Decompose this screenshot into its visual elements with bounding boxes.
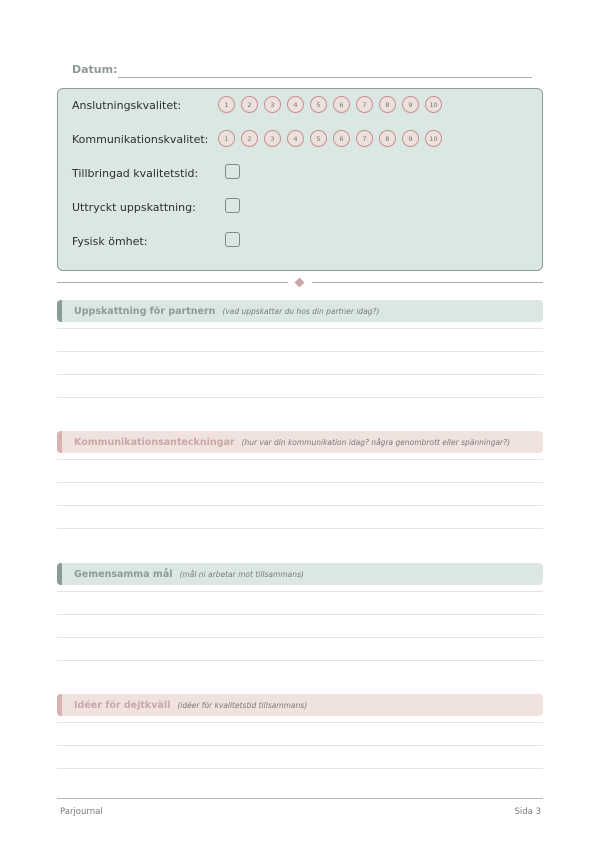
section-title: Gemensamma mål	[74, 568, 173, 580]
section-header-goals	[57, 563, 543, 585]
rating-circle-1[interactable]: 1	[218, 130, 235, 147]
rating-circle-9[interactable]: 9	[402, 96, 419, 113]
writing-line[interactable]	[57, 591, 543, 592]
date-label: Datum:	[72, 63, 118, 76]
diamond-ornament-icon	[295, 278, 305, 288]
section-hint: (idéer för kvalitetstid tillsammans)	[177, 700, 308, 710]
writing-line[interactable]	[57, 768, 543, 769]
date-row	[72, 63, 532, 79]
rating-circle-8[interactable]: 8	[379, 130, 396, 147]
writing-line[interactable]	[57, 637, 543, 638]
writing-line[interactable]	[57, 505, 543, 506]
rating-circle-7[interactable]: 7	[356, 96, 373, 113]
section-header-appreciation	[57, 300, 543, 322]
daily-check-panel	[57, 88, 543, 271]
rating-circle-6[interactable]: 6	[333, 96, 350, 113]
writing-line[interactable]	[57, 660, 543, 661]
check-label: Uttryckt uppskattning:	[72, 200, 196, 214]
check-label: Tillbringad kvalitetstid:	[72, 166, 199, 180]
rating-row-communication	[72, 129, 438, 149]
section-hint: (mål ni arbetar mot tillsammans)	[179, 569, 304, 579]
rating-scale-connection	[218, 95, 448, 115]
writing-line[interactable]	[57, 722, 543, 723]
rating-circle-10[interactable]: 10	[425, 130, 442, 147]
writing-line[interactable]	[57, 745, 543, 746]
writing-line[interactable]	[57, 614, 543, 615]
check-row-affection	[72, 231, 532, 251]
footer-rule	[57, 798, 543, 799]
appreciation-checkbox[interactable]	[225, 198, 240, 213]
footer-page-number: Sida 3	[514, 807, 541, 817]
footer-journal-name: Parjournal	[60, 807, 103, 817]
writing-line[interactable]	[57, 328, 543, 329]
rating-circle-8[interactable]: 8	[379, 96, 396, 113]
writing-line[interactable]	[57, 459, 543, 460]
affection-checkbox[interactable]	[225, 232, 240, 247]
divider-right	[312, 282, 543, 283]
writing-line[interactable]	[57, 351, 543, 352]
check-row-quality-time	[72, 163, 532, 183]
section-hint: (vad uppskattar du hos din partner idag?)	[222, 306, 380, 316]
rating-circle-9[interactable]: 9	[402, 130, 419, 147]
rating-circle-3[interactable]: 3	[264, 130, 281, 147]
section-accent-bar	[57, 563, 62, 585]
rating-circle-7[interactable]: 7	[356, 130, 373, 147]
section-accent-bar	[57, 300, 62, 322]
writing-line[interactable]	[57, 528, 543, 529]
writing-line[interactable]	[57, 374, 543, 375]
rating-circle-4[interactable]: 4	[287, 130, 304, 147]
section-title: Uppskattning för partnern	[74, 305, 216, 317]
section-accent-bar	[57, 694, 62, 716]
section-header-communication	[57, 431, 543, 453]
rating-scale-communication	[218, 129, 448, 149]
date-input-line[interactable]	[118, 77, 532, 78]
rating-circle-2[interactable]: 2	[241, 130, 258, 147]
rating-circle-10[interactable]: 10	[425, 96, 442, 113]
rating-circle-1[interactable]: 1	[218, 96, 235, 113]
rating-circle-3[interactable]: 3	[264, 96, 281, 113]
section-title: Idéer för dejtkväll	[74, 699, 171, 711]
section-accent-bar	[57, 431, 62, 453]
rating-circle-5[interactable]: 5	[310, 96, 327, 113]
rating-circle-2[interactable]: 2	[241, 96, 258, 113]
section-header-date-night	[57, 694, 543, 716]
rating-circle-4[interactable]: 4	[287, 96, 304, 113]
rating-circle-6[interactable]: 6	[333, 130, 350, 147]
section-hint: (hur var din kommunikation idag? några genombrott eller spänningar?)	[241, 437, 511, 447]
rating-label: Anslutningskvalitet:	[72, 98, 182, 112]
rating-row-connection	[72, 95, 438, 115]
check-row-appreciation	[72, 197, 532, 217]
rating-label: Kommunikationskvalitet:	[72, 132, 209, 146]
writing-line[interactable]	[57, 397, 543, 398]
section-title: Kommunikationsanteckningar	[74, 436, 235, 448]
divider-left	[57, 282, 288, 283]
quality-time-checkbox[interactable]	[225, 164, 240, 179]
check-label: Fysisk ömhet:	[72, 234, 148, 248]
rating-circle-5[interactable]: 5	[310, 130, 327, 147]
writing-line[interactable]	[57, 482, 543, 483]
